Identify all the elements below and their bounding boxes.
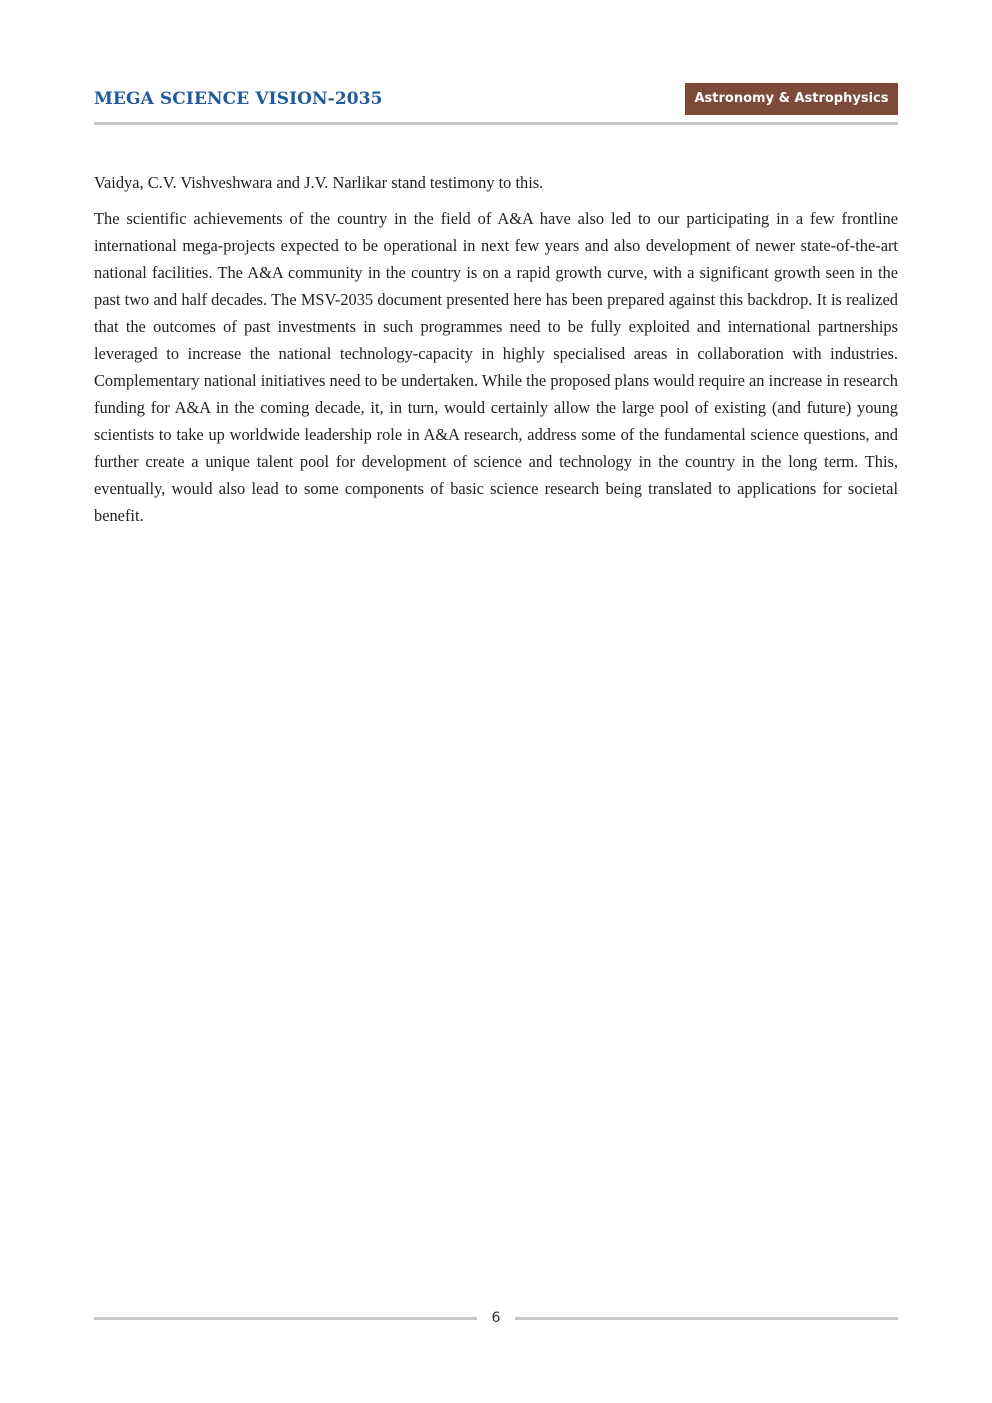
- footer-divider-right: [515, 1317, 898, 1320]
- document-title: MEGA SCIENCE VISION-2035: [94, 89, 383, 109]
- section-badge: Astronomy & Astrophysics: [685, 83, 898, 115]
- paragraph-continuation: Vaidya, C.V. Vishveshwara and J.V. Narlikar stand testimony to this.: [94, 173, 544, 192]
- footer-divider-left: [94, 1317, 477, 1320]
- header-divider: [94, 122, 898, 125]
- paragraph: The scientific achievements of the country in the field of A&A have also led to our participating in a few frontline international mega-projects expected to be operational in next few years and also development of newer state-of-the-art national facilities. The A&A community in the country is on a rapid growth curve, with a significant growth seen in the past two and half decades. The MSV-2035 document presented here has been prepared against this backdrop. It is realized that the outcomes of past investments in such programmes need to be fully exploited and international partnerships leveraged to increase the national technology-capacity in highly specialised areas in collaboration with industries. Complementary national initiatives need to be undertaken. While the proposed plans would require an increase in research funding for A&A in the coming decade, it, in turn, would certainly allow the large pool of existing (and future) young scientists to take up worldwide leadership role in A&A research, address some of the fundamental science questions, and further create a unique talent pool for development of science and technology in the country in the long term. This, eventually, would also lead to some components of basic science research being translated to applications for societal benefit.: [94, 209, 898, 525]
- body-text: [94, 169, 898, 529]
- page-number: 6: [491, 1310, 501, 1326]
